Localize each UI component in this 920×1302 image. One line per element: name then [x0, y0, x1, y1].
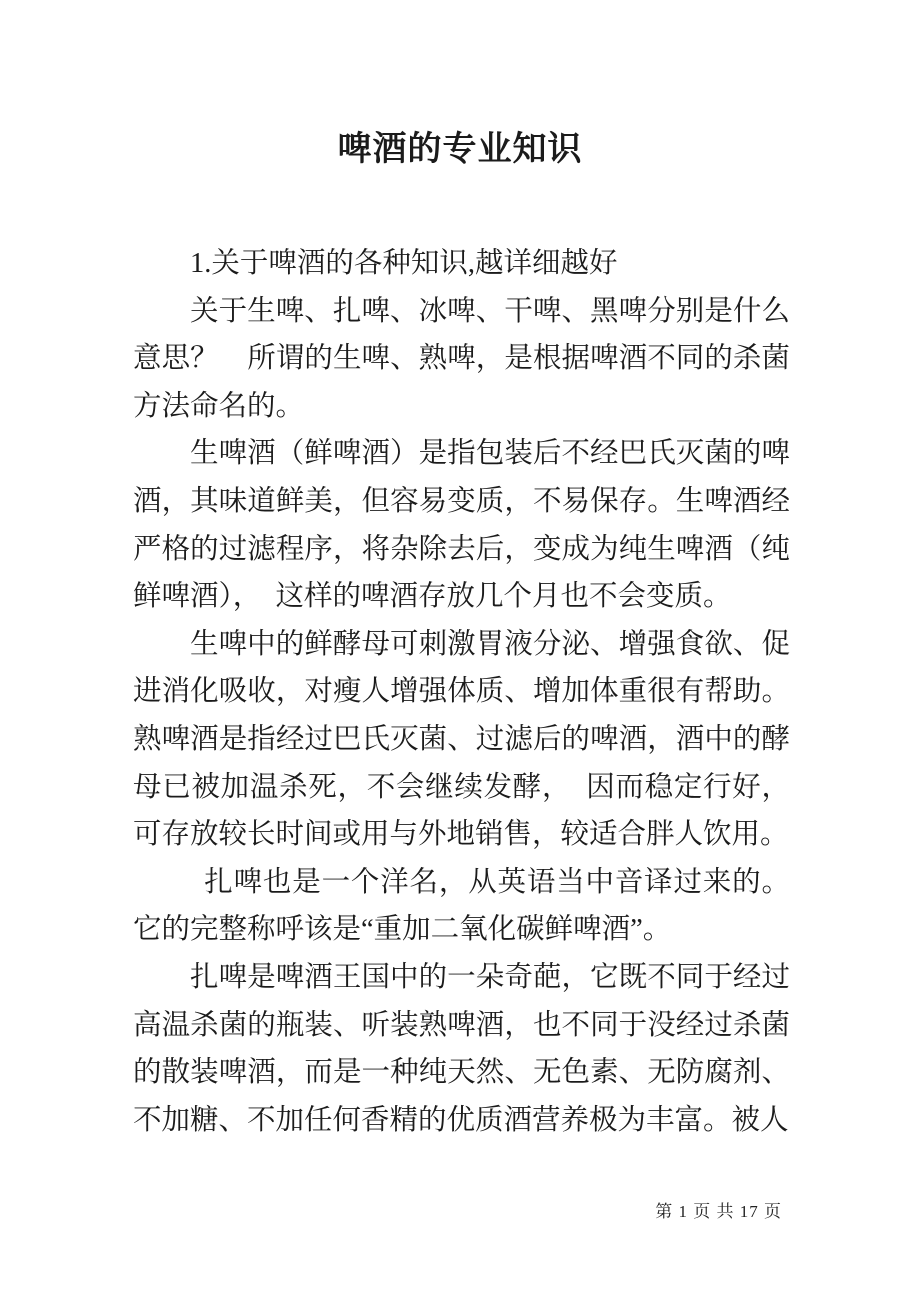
paragraph-fresh-yeast-benefits: 生啤中的鲜酵母可刺激胃液分泌、增强食欲、促进消化吸收，对瘦人增强体质、增加体重很有帮助。熟啤酒是指经过巴氏灭菌、过滤后的啤酒，酒中的酵母已被加温杀死，不会继续发酵， 因而稳定行好，可存放较长时间或用与外地销售，较适合胖人饮用。: [133, 628, 790, 851]
paragraph-zhapi-description: 扎啤是啤酒王国中的一朵奇葩，它既不同于经过高温杀菌的瓶装、听装熟啤酒，也不同于没经过杀菌的散装啤酒，而是一种纯天然、无色素、无防腐剂、不加糖、不加任何香精的优质酒营养极为丰富。被人: [133, 961, 790, 1136]
paragraph-beer-types-question: 关于生啤、扎啤、冰啤、干啤、黑啤分别是什么意思？ 所谓的生啤、熟啤，是根据啤酒不同的杀菌方法命名的。: [133, 295, 790, 422]
paragraph-draft-beer-definition: 生啤酒（鲜啤酒）是指包装后不经巴氏灭菌的啤酒，其味道鲜美，但容易变质，不易保存。生啤酒经严格的过滤程序，将杂除去后，变成为纯生啤酒（纯鲜啤酒）， 这样的啤酒存放几个月也不会变质。: [133, 438, 790, 613]
paragraph-zhapi-name-origin: 扎啤也是一个洋名，从英语当中音译过来的。它的完整称呼该是“重加二氧化碳鲜啤酒”。: [133, 866, 790, 946]
document-title: 啤酒的专业知识: [337, 131, 583, 168]
document-body: [133, 240, 790, 1144]
page-number-footer: 第 1 页 共 17 页: [655, 1202, 782, 1221]
paragraph-question-heading: 1.关于啤酒的各种知识,越详细越好: [190, 248, 618, 279]
